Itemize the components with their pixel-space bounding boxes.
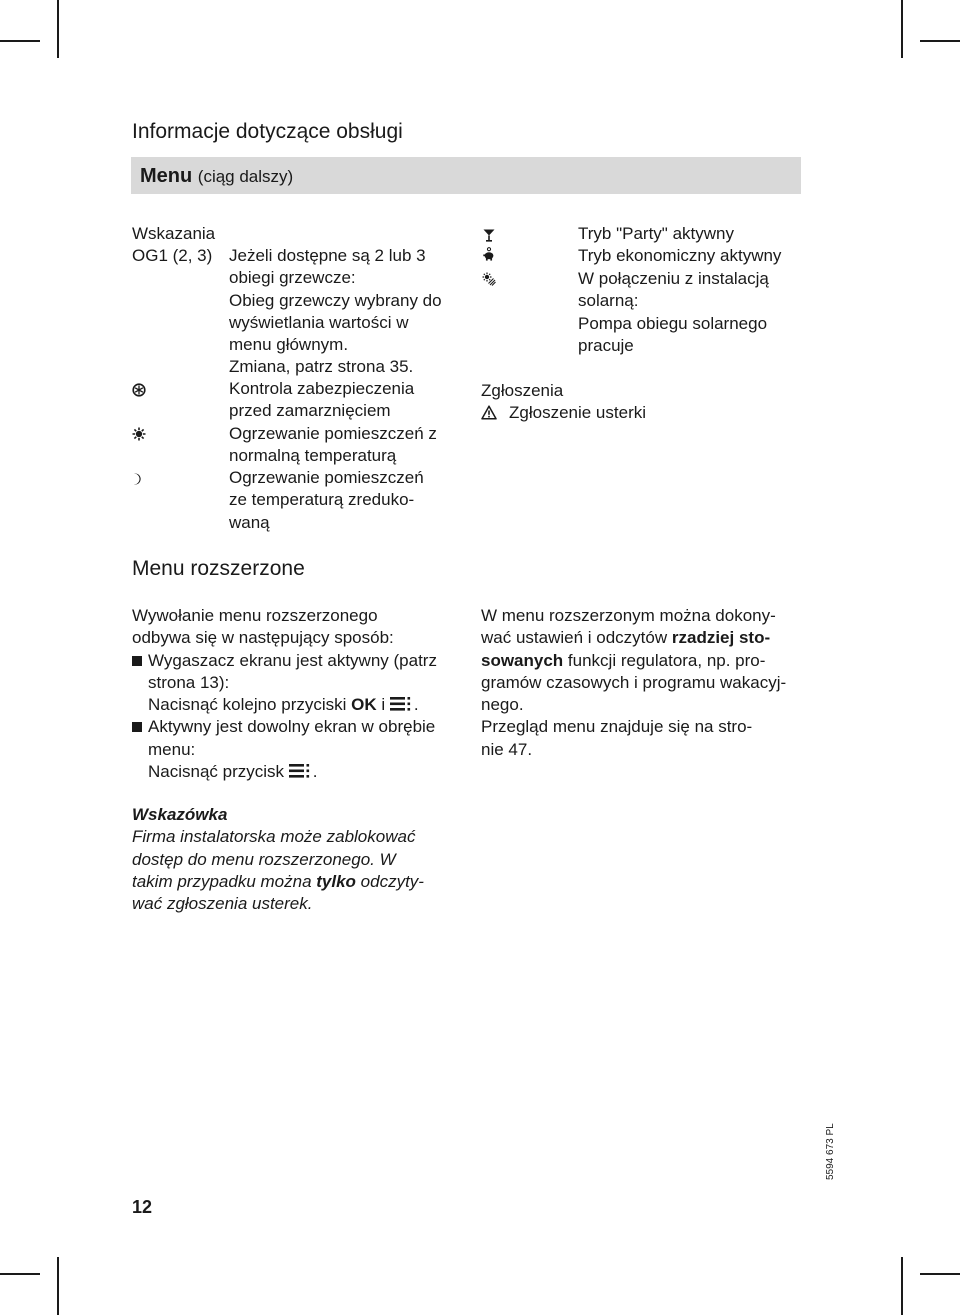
page-number: 12 xyxy=(132,1197,153,1217)
description-bold: sowanych xyxy=(481,650,564,670)
note-line xyxy=(132,871,424,893)
item-line: W połączeniu z instalacją xyxy=(578,269,769,288)
item-line: pracuje xyxy=(578,335,634,355)
item-line: Kontrola zabezpieczenia xyxy=(229,379,415,398)
bullet-action xyxy=(132,694,437,716)
extended-menu-description xyxy=(481,605,786,761)
note-bold: tylko xyxy=(316,871,356,891)
bullet-text: strona 13): xyxy=(148,672,230,692)
action-text: . xyxy=(312,762,318,782)
crop-mark xyxy=(0,40,40,42)
bullet-action xyxy=(132,761,437,783)
note-line: Firma instalatorska może zablokować xyxy=(132,827,416,847)
action-text: i xyxy=(376,695,390,715)
fault-message-text: Zgłoszenie usterki xyxy=(509,403,647,422)
og-line: Jeżeli dostępne są 2 lub 3 xyxy=(229,246,426,265)
og-description xyxy=(229,245,442,379)
note-line: wać zgłoszenia usterek. xyxy=(132,894,313,914)
item-line: normalną temperaturą xyxy=(229,446,397,466)
description-line: Przegląd menu znajduje się na stro- xyxy=(481,717,753,737)
document-code: 5594 673 PL xyxy=(825,1123,836,1180)
bullet-text: Aktywny jest dowolny ekran w obrębie xyxy=(148,717,436,737)
piggy-bank-icon xyxy=(482,247,496,261)
party-mode-text: Tryb "Party" aktywny xyxy=(578,224,734,243)
crop-mark xyxy=(57,0,59,58)
og-line: obiegi grzewcze: xyxy=(229,268,356,288)
description-line: W menu rozszerzonym można dokony- xyxy=(481,606,776,625)
crop-mark xyxy=(0,1273,40,1275)
description-line xyxy=(481,650,786,672)
extended-menu-instructions xyxy=(132,605,437,783)
frost-protection-icon xyxy=(132,383,146,397)
item-line: przed zamarznięciem xyxy=(229,401,391,421)
crop-mark xyxy=(901,1257,903,1315)
page-title: Informacje dotyczące obsługi xyxy=(132,120,403,143)
og-line: Obieg grzewczy wybrany do xyxy=(229,290,442,310)
item-line: waną xyxy=(229,512,270,532)
action-text: . xyxy=(413,695,419,715)
solar-icon xyxy=(482,272,496,286)
bullet-icon xyxy=(132,656,142,666)
note-text: odczyty- xyxy=(355,871,424,891)
og-label: OG1 (2, 3) xyxy=(132,246,213,265)
frost-protection-text xyxy=(229,378,414,423)
action-text: Nacisnąć kolejno przyciski xyxy=(148,695,352,715)
zgloszenia-heading: Zgłoszenia xyxy=(481,381,564,400)
note-box xyxy=(132,804,424,915)
crop-mark xyxy=(901,0,903,58)
section-heading: Menu rozszerzone xyxy=(132,557,305,580)
item-line: Ogrzewanie pomieszczeń z xyxy=(229,424,437,443)
bullet-text: menu: xyxy=(148,739,196,759)
intro-line: odbywa się w następujący sposób: xyxy=(132,628,394,648)
bullet-text: Wygaszacz ekranu jest aktywny (patrz xyxy=(148,650,437,670)
wskazania-heading: Wskazania xyxy=(132,224,216,243)
description-line: nie 47. xyxy=(481,739,533,759)
description-bold: rzadziej sto- xyxy=(671,628,771,648)
note-title: Wskazówka xyxy=(132,805,228,824)
description-text: funkcji regulatora, np. pro- xyxy=(563,650,766,670)
bullet-icon xyxy=(132,722,142,732)
section-banner xyxy=(131,157,801,194)
note-text: takim przypadku można xyxy=(132,871,317,891)
warning-triangle-icon xyxy=(481,405,497,420)
crop-mark xyxy=(920,1273,960,1275)
description-line: nego. xyxy=(481,695,524,715)
ok-key-label: OK xyxy=(351,695,377,715)
crop-mark xyxy=(920,40,960,42)
item-line: solarną: xyxy=(578,291,639,311)
crop-mark xyxy=(57,1257,59,1315)
item-line: ze temperaturą zreduko- xyxy=(229,490,415,510)
banner-title: Menu xyxy=(140,165,193,187)
item-line: Ogrzewanie pomieszczeń xyxy=(229,468,424,487)
menu-key-icon xyxy=(390,696,414,712)
og-line: menu głównym. xyxy=(229,335,349,355)
solar-text xyxy=(578,268,769,357)
moon-icon xyxy=(130,472,144,486)
banner-subtitle: (ciąg dalszy) xyxy=(197,167,294,186)
bullet-item xyxy=(132,650,437,672)
bullet-item xyxy=(132,716,437,738)
description-line xyxy=(481,627,786,649)
reduced-heating-text xyxy=(229,467,424,534)
menu-key-icon xyxy=(289,763,313,779)
eco-mode-text: Tryb ekonomiczny aktywny xyxy=(578,246,782,265)
sun-icon xyxy=(132,427,146,441)
description-text: wać ustawień i odczytów xyxy=(481,628,672,648)
note-line: dostęp do menu rozszerzonego. W xyxy=(132,849,396,869)
action-text: Nacisnąć przycisk xyxy=(148,762,289,782)
normal-heating-text xyxy=(229,423,437,468)
og-line: Zmiana, patrz strona 35. xyxy=(229,357,414,377)
intro-line: Wywołanie menu rozszerzonego xyxy=(132,606,378,625)
party-glass-icon xyxy=(482,228,496,242)
description-line: gramów czasowych i programu wakacyj- xyxy=(481,672,787,692)
item-line: Pompa obiegu solarnego xyxy=(578,313,768,333)
og-line: wyświetlania wartości w xyxy=(229,312,409,332)
